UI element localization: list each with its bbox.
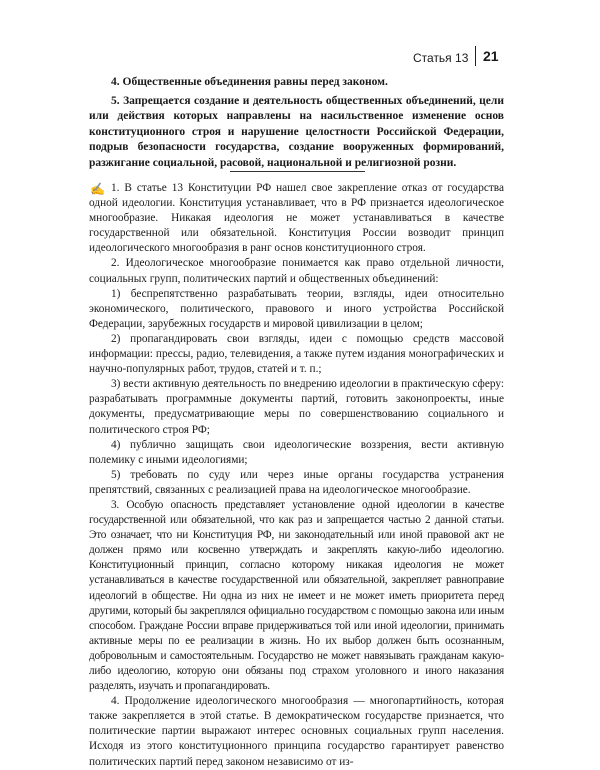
commentary-list-item: 1) беспрепятственно разрабатывать теории, взгляды, идеи относительно экономического, политического, правового и иного устройства Российской Федерации, зарубежных государств и мировой цивилизации в целом;: [89, 287, 504, 330]
law-text-block: [89, 75, 504, 175]
law-paragraph: 5. Запрещается создание и деятельность общественных объединений, цели или действия которых направлены на насильственное изменение основ конституционного строя и нарушение целостности Российской Федерации, подрыв безопасности государства, создание вооруженных формирований, разжигание социальной, расовой, национальной и религиозной розни.: [89, 94, 504, 169]
commentary-paragraph: 3. Особую опасность представляет установление одной идеологии в качестве государственной или обязательной, что как раз и запрещается частью 2 данной статьи. Это означает, что ни Конституция РФ, ни законодательный или иной правовой акт не должен прямо или косвенно утверждать и закреплять какую-либо идеологию. Конституционный принцип, согласно которому никакая идеология не может устанавливаться в качестве государственной или обязательной, закрепляет равноправие идеологий в обществе. Ни одна из них не имеет и не может иметь приоритета перед другими, который бы закреплялся официально государством с помощью закона или иным способом. Граждане России вправе придерживаться той или иной идеологии, принимать активные меры по ее реализации в жизнь. Но их выбор должен быть осознанным, добровольным и самостоятельным. Государство не может навязывать гражданам какую-либо идеологию, которую они обязаны под страхом уголовного и иного наказания разделять, изучать и пропагандировать.: [89, 498, 504, 693]
commentary-list-item: 3) вести активную деятельность по внедрению идеологии в практическую сферу: разрабатывать программные документы партий, готовить законопроекты, иные документы, предусматривающие меры по совершенствованию социального и политического строя РФ;: [89, 378, 504, 436]
commentary-list-item: 5) требовать по суду или через иные органы государства устранения препятствий, связанных с реализацией права на идеологическое многообразие.: [89, 468, 504, 496]
header-divider: [475, 46, 476, 66]
law-paragraph: 4. Общественные объединения равны перед законом.: [111, 76, 388, 88]
commentary-paragraph: 4. Продолжение идеологического многообразия — многопартийность, которая также закрепляется в этой статье. В демократическом государстве признается, что политические партии выражают интерес основных социальных групп населения. Исходя из этого конституционного принципа государство гарантирует равенство политических партий перед законом независимо от из-: [89, 695, 504, 768]
pen-icon: ✍: [90, 182, 105, 196]
commentary-list-item: 2) пропагандировать свои взгляды, идеи с помощью средств массовой информации: прессы, радио, телевидения, а также путем издания монографических и научно-популярных работ, трудов, статей и т. п.;: [89, 332, 504, 376]
article-label: Статья 13: [413, 51, 469, 65]
page-number: 21: [483, 48, 499, 64]
commentary-paragraph: 1. В статье 13 Конституции РФ нашел свое закрепление отказ от государства одной идеологии. Конституция устанавливает, что в РФ признается идеологическое многообразие. Никакая идеология не может устанавливаться в качестве государственной или обязательной. Конституция России возводит принцип идеологического многообразия в ранг основ конституционного строя.: [89, 182, 504, 255]
commentary-list-item: 4) публично защищать свои идеологические воззрения, вести активную полемику с иными идеологиями;: [89, 438, 504, 466]
commentary-block: [89, 181, 504, 770]
section-divider: [230, 171, 365, 172]
commentary-paragraph: 2. Идеологическое многообразие понимается как право отдельной личности, социальных групп, политических партий и общественных объединений:: [89, 257, 504, 285]
page-header: [405, 48, 525, 68]
